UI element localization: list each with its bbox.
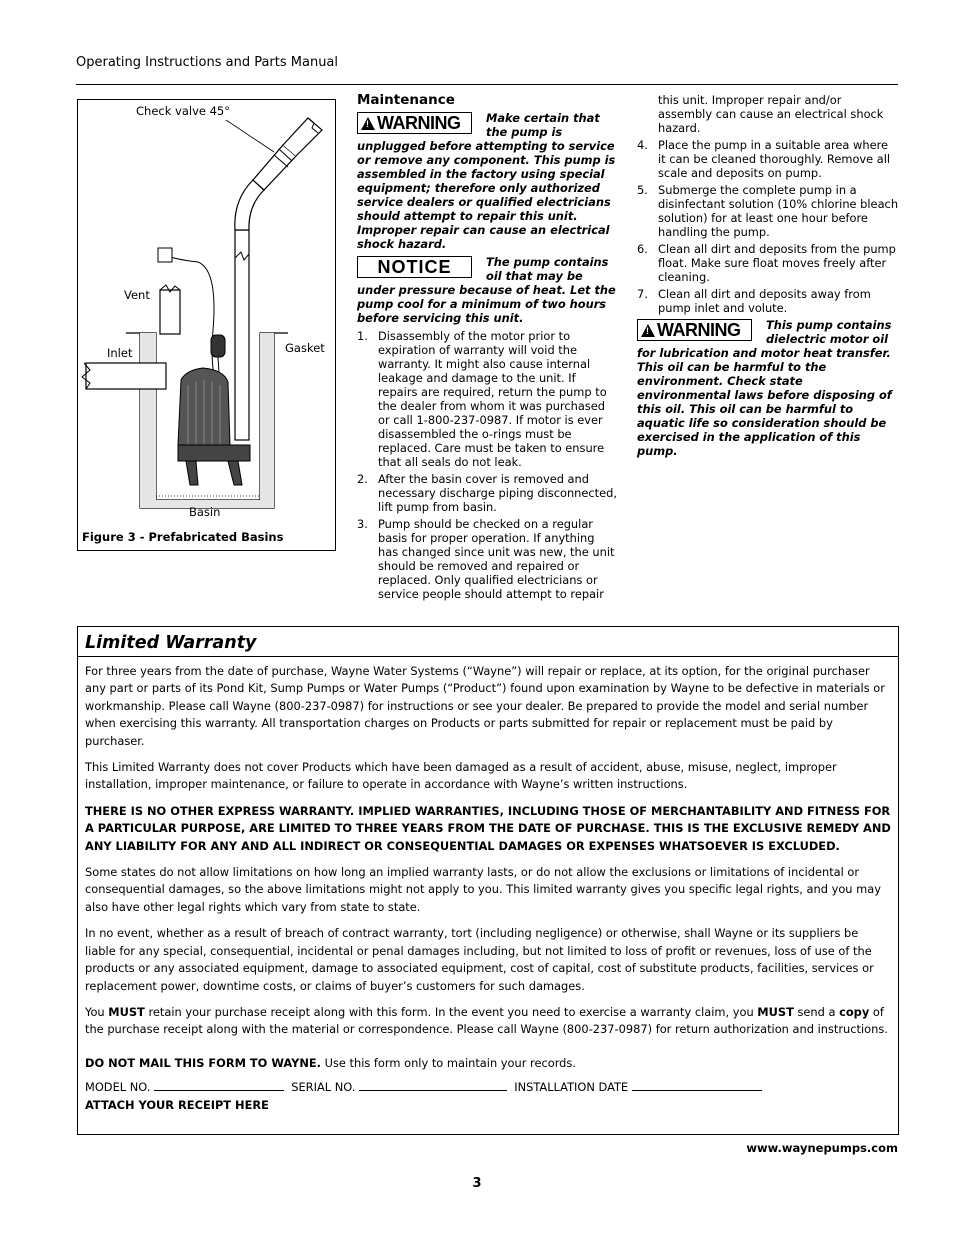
step-text: this unit. Improper repair and/or assembly can cause an electrical shock hazard. <box>658 93 884 135</box>
step-text: Place the pump in a suitable area where it can be cleaned thoroughly. Remove all scale and deposits on pump. <box>658 138 891 180</box>
label-basin: Basin <box>189 505 221 519</box>
warning-badge <box>637 319 752 341</box>
limited-warranty-box <box>77 626 899 1135</box>
warning-badge-label: WARNING <box>657 319 741 340</box>
notice-block <box>357 255 617 325</box>
step-text: After the basin cover is removed and necessary discharge piping disconnected, lift pump from basin. <box>378 472 617 514</box>
label-check-valve: Check valve 45° <box>136 104 230 118</box>
oil-warning-text: This pump contains dielectric motor oil for lubrication and motor heat transfer. This oil can be harmful to the environment. Check state environmental laws before disposing of this oil. This oil can be harmful to aquatic life so consideration should be exercised in the application of this pump. <box>637 318 892 458</box>
warranty-paragraph-2: This Limited Warranty does not cover Products which have been damaged as a result of accident, abuse, misuse, neglect, improper installation, improper maintenance, or failure to operate in accordance with Wayne’s written instructions. <box>85 760 837 792</box>
figure-caption: Figure 3 - Prefabricated Basins <box>82 530 284 544</box>
oil-warning-block <box>637 318 899 458</box>
step-text: Submerge the complete pump in a disinfectant solution (10% chlorine bleach solution) for at least one hour before handling the pump. <box>658 183 899 239</box>
serial-no-label: SERIAL NO. <box>291 1080 356 1095</box>
warning-triangle-icon <box>641 324 655 337</box>
p6-text-a: You <box>85 1004 109 1019</box>
list-item <box>637 287 899 315</box>
warranty-disclaimer: THERE IS NO OTHER EXPRESS WARRANTY. IMPLIED WARRANTIES, INCLUDING THOSE OF MERCHANTABILITY AND FITNESS FOR A PARTICULAR PURPOSE, ARE LIMITED TO THREE YEARS FROM THE DATE OF PURCHASE. THIS IS THE EXCLUSIVE REMEDY AND ANY LIABILITY FOR ANY AND ALL INDIRECT OR CONSEQUENTIAL DAMAGES OR EXPENSES WHATSOEVER IS EXCLUDED. <box>85 803 891 853</box>
maintenance-column-2 <box>637 93 899 462</box>
maintenance-heading: Maintenance <box>357 92 455 108</box>
p6-must-1: MUST <box>108 1004 145 1019</box>
installation-date-label: INSTALLATION DATE <box>514 1080 629 1095</box>
notice-badge-label: NOTICE <box>377 256 452 277</box>
label-inlet: Inlet <box>107 346 133 360</box>
model-no-field[interactable] <box>154 1079 284 1091</box>
step-number: 1. <box>357 329 368 343</box>
warning-text: Make certain that the pump is unplugged before attempting to service or remove any component. This pump is assembled in the factory using special equipment; therefore only authorized service dealers or qualified electricians should attempt to repair this unit. Improper repair can cause an electrical shock hazard. <box>357 111 616 251</box>
step-number: 2. <box>357 472 368 486</box>
p6-text-d: of the purchase receipt along with the material or correspondence. Please call Wayne (800-237-0987) for return authorization and instructions. <box>85 1004 888 1037</box>
step-number: 6. <box>637 242 648 256</box>
footer-website-link[interactable]: www.waynepumps.com <box>746 1141 898 1155</box>
warning-triangle-icon <box>361 117 375 130</box>
page-number: 3 <box>472 1176 482 1191</box>
warranty-paragraph-4: Some states do not allow limitations on how long an implied warranty lasts, or do not allow the exclusions or limitations of incidental or consequential damages, so the above limitations might not apply to you. This limited warranty gives you specific legal rights, and you may also have other legal rights which vary from state to state. <box>85 865 881 914</box>
warning-badge-label: WARNING <box>377 112 461 133</box>
list-item <box>357 329 617 469</box>
warranty-paragraph-1: For three years from the date of purchase, Wayne Water Systems (“Wayne”) will repair or replace, at its option, for the original purchaser any part or parts of its Pond Kit, Sump Pumps or Water Pumps (“Product”) found upon examination by Wayne to be defective in materials or workmanship. Please call Wayne (800-237-0987) for instructions or see your dealer. Be prepared to provide the model and serial number when exercising this warranty. All transportation charges on Products or parts submitted for repair or replacement must be paid by purchaser. <box>85 664 885 748</box>
warranty-title-rule <box>78 656 898 657</box>
list-item <box>637 183 899 239</box>
list-item <box>637 242 899 284</box>
p6-copy: copy <box>839 1004 870 1019</box>
maintenance-column-1 <box>357 93 617 604</box>
attach-receipt-label: ATTACH YOUR RECEIPT HERE <box>85 1097 269 1112</box>
p6-must-2: MUST <box>757 1004 794 1019</box>
warning-block <box>357 111 617 251</box>
label-vent: Vent <box>124 288 150 302</box>
p6-text-b: retain your purchase receipt along with this form. In the event you need to exercise a warranty claim, you <box>144 1004 758 1019</box>
step-number: 5. <box>637 183 648 197</box>
warranty-paragraph-7 <box>85 1055 891 1072</box>
step-number: 4. <box>637 138 648 152</box>
notice-badge <box>357 256 472 278</box>
step-text: Disassembly of the motor prior to expiration of warranty will void the warranty. It might also cause internal leakage and damage to the unit. If repairs are required, return the pump to the dealer from whom it was purchased or call 1-800-237-0987. If motor is ever disassembled the o-rings must be replaced. Care must be taken to ensure that all seals do not leak. <box>378 329 607 469</box>
figure-prefabricated-basins <box>77 99 336 551</box>
list-item <box>357 517 617 601</box>
step-number: 7. <box>637 287 648 301</box>
step-text: Clean all dirt and deposits away from pump inlet and volute. <box>658 287 871 315</box>
model-no-label: MODEL NO. <box>85 1080 151 1095</box>
list-item <box>637 138 899 180</box>
list-item <box>357 472 617 514</box>
list-item <box>637 93 899 135</box>
do-not-mail-text: DO NOT MAIL THIS FORM TO WAYNE. <box>85 1055 321 1070</box>
p6-text-c: send a <box>793 1004 840 1019</box>
maintenance-steps-continued <box>637 93 899 315</box>
serial-no-field[interactable] <box>359 1079 507 1091</box>
warranty-paragraph-5: In no event, whether as a result of breach of contract warranty, tort (including negligence) or otherwise, shall Wayne or its suppliers be liable for any special, consequential, incidental or penal damages including, but not limited to loss of profit or revenues, loss of use of the products or any associated equipment, damage to associated equipment, cost of capital, cost of substitute products, facilities, services or replacement power, downtime costs, or claims of buyer’s customers for such damages. <box>85 926 874 993</box>
step-text: Pump should be checked on a regular basis for proper operation. If anything has changed since unit was new, the unit should be removed and repaired or replaced. Only qualified electricians or service people should attempt to repair <box>378 517 615 601</box>
p7-rest: Use this form only to maintain your records. <box>321 1055 576 1070</box>
notice-text: The pump contains oil that may be under pressure because of heat. Let the pump cool for a minimum of two hours before servicing this unit. <box>357 255 616 325</box>
maintenance-steps <box>357 329 617 601</box>
page-header-title: Operating Instructions and Parts Manual <box>76 55 339 70</box>
warning-badge <box>357 112 472 134</box>
header-rule <box>76 84 898 85</box>
warranty-paragraph-6 <box>85 1004 891 1039</box>
installation-date-field[interactable] <box>632 1079 762 1091</box>
step-number: 3. <box>357 517 368 531</box>
warranty-title: Limited Warranty <box>85 633 257 653</box>
record-fields-row <box>85 1079 891 1096</box>
label-gasket: Gasket <box>285 341 325 355</box>
step-text: Clean all dirt and deposits from the pump float. Make sure float moves freely after cleaning. <box>658 242 896 284</box>
basin-illustration <box>78 100 337 552</box>
